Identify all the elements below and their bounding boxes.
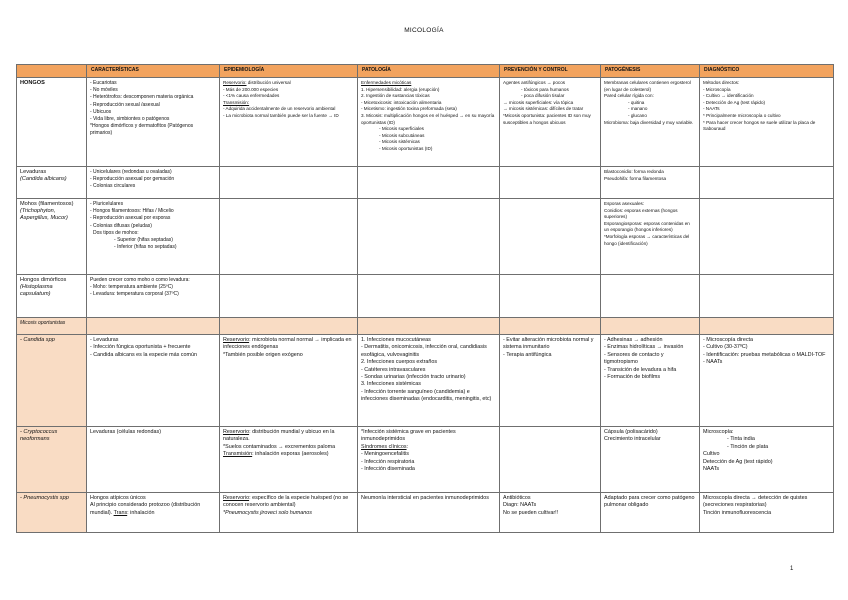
cell-crypto-epidemiologia: Reservorio: distribución mundial y ubicuo en la naturaleza. *Suelos contaminados → excrementos paloma Transmisión: inhalación esporas (aerosoles) bbox=[220, 427, 358, 493]
cell-crypto-patogenesis: Cápsula (polisacárido) Crecimiento intracelular bbox=[601, 427, 700, 493]
cell-levaduras-patogenesis: Blastoconidio: forma redonda Pseudohifa: forma filamentosa bbox=[601, 167, 700, 199]
cell-dimorficos-caracteristicas: Pueden crecer como moho o como levadura: - Moho: temperatura ambiente (25ºC) - Levadura: temperatura corporal (37ºC) bbox=[87, 275, 220, 318]
cell-dimorficos-prevencion bbox=[500, 275, 601, 318]
cell-candida-patologia: 1. Infecciones mucocutáneas - Dermatitis, onicomicosis, infección oral, candidiasis esofágica, vulvovaginitis 2. Infecciones cuerpos extraños - Catéteres intravasculares - Sondas urinarias (infección tracto urinario) 3. Infecciones sistémicas - Infección torrente sanguíneo (candidemia) e infecciones diseminadas (endocarditis, meningitis, etc) bbox=[358, 335, 500, 427]
cell-pneumo-patogenesis: Adaptado para crecer como patógeno pulmonar obligado bbox=[601, 493, 700, 533]
cell-levaduras-caracteristicas: - Unicelulares (redondas u ovaladas) - Reproducción asexual por gemación - Colonias circulares bbox=[87, 167, 220, 199]
row-label-levaduras: Levaduras (Candida albicans) bbox=[17, 167, 87, 199]
cell-mohos-prevencion bbox=[500, 199, 601, 275]
row-label-hongos: HONGOS bbox=[17, 78, 87, 167]
cell-hongos-caracteristicas: - Eucariotas - No móviles - Heterótrofos: descomponen materia orgánica - Reproducción sexual /asexual - Ubicuos - Vida libre, simbiontes o patógenos *Hongos dimórficos y dermatofitos (Patógenos primarios) bbox=[87, 78, 220, 167]
cell-candida-prevencion: - Evitar alteración microbiota normal y sistema inmunitario - Terapia antifúngica bbox=[500, 335, 601, 427]
cell-hongos-patologia: Enfermedades micóticas 1. Hipersensibilidad: alergia (erupción) 2. Ingestión de sustancias tóxicas - Micetoxicosis: intoxicación alimentaria - Micetismo: ingestión toxina preformada (seta) 3. Micosis: multiplicación hongos en el huésped → en su mayoría oportunistas (ID) - Micosis superficiales - Micosis subcutáneas - Micosis sistémicas - Micosis oportunistas (ID) bbox=[358, 78, 500, 167]
cell-crypto-prevencion bbox=[500, 427, 601, 493]
row-mohos bbox=[17, 199, 834, 275]
header-diagnostico: DIAGNÓSTICO bbox=[700, 65, 834, 78]
section-micosis-oportunistas bbox=[17, 318, 834, 335]
header-prevencion: PREVENCIÓN Y CONTROL bbox=[500, 65, 601, 78]
cell-pneumo-patologia: Neumonía intersticial en pacientes inmunodeprimidos bbox=[358, 493, 500, 533]
row-label-candida: - Candida spp bbox=[17, 335, 87, 427]
cell-mohos-patogenesis: Esporas asexuales: Conidios: esporas externas (hongos superiores) Esporangiosporas: esporas contenidas en un esporangio (hongos inferiores) *Morfología esporas → características del hongo (identificación) bbox=[601, 199, 700, 275]
row-pneumocystis bbox=[17, 493, 834, 533]
section-fill bbox=[87, 318, 220, 335]
cell-mohos-diagnostico bbox=[700, 199, 834, 275]
cell-hongos-prevencion: Agentes antifúngicos → pocos - tóxicos para humanos - poca difusión tisular → micosis superficiales: vía tópica → micosis sistémicas: difíciles de tratar *Micosis oportunista: pacientes ID son muy susceptibles a hongos ubicuos bbox=[500, 78, 601, 167]
row-levaduras bbox=[17, 167, 834, 199]
cell-pneumo-diagnostico: Microscopía directa → detección de quistes (secreciones respiratorias) Tinción inmunofluorescencia bbox=[700, 493, 834, 533]
row-cryptococcus bbox=[17, 427, 834, 493]
header-empty bbox=[17, 65, 87, 78]
section-fill bbox=[601, 318, 700, 335]
cell-dimorficos-epidemiologia bbox=[220, 275, 358, 318]
row-label-dimorficos: Hongos dimórficos (Histoplasma capsulatum) bbox=[17, 275, 87, 318]
cell-candida-epidemiologia: Reservorio: microbiota normal normal → implicada en infecciones endógenas *También posible origen exógeno bbox=[220, 335, 358, 427]
cell-pneumo-prevencion: Antibióticos Diagn: NAATs No se pueden cultivar!! bbox=[500, 493, 601, 533]
row-label-pneumocystis: - Pneumocystis spp bbox=[17, 493, 87, 533]
section-fill bbox=[500, 318, 601, 335]
cell-crypto-caracteristicas: Levaduras (células redondas) bbox=[87, 427, 220, 493]
cell-candida-diagnostico: - Microscopía directa - Cultivo (30-37ºC) - Identificación: pruebas metabólicas o MALDI-TOF - NAATs bbox=[700, 335, 834, 427]
row-label-mohos: Mohos (filamentosos) (Trichophyton, Aspergillus, Mucor) bbox=[17, 199, 87, 275]
cell-mohos-patologia bbox=[358, 199, 500, 275]
header-row bbox=[17, 65, 834, 78]
cell-levaduras-prevencion bbox=[500, 167, 601, 199]
cell-candida-patogenesis: - Adhesinas → adhesión - Enzimas hidrolíticas → invasión - Sensores de contacto y tigmotropismo - Transición de levadura a hifa - Formación de biofilms bbox=[601, 335, 700, 427]
cell-dimorficos-patogenesis bbox=[601, 275, 700, 318]
cell-dimorficos-diagnostico bbox=[700, 275, 834, 318]
row-candida bbox=[17, 335, 834, 427]
section-label: Micosis oportunistas bbox=[17, 318, 87, 335]
row-dimorficos bbox=[17, 275, 834, 318]
row-label-cryptococcus: - Cryptococcus neoformans bbox=[17, 427, 87, 493]
cell-levaduras-patologia bbox=[358, 167, 500, 199]
cell-pneumo-caracteristicas: Hongos atípicos únicos Al principio considerado protozoo (distribución mundial). Trans: inhalación bbox=[87, 493, 220, 533]
header-patologia: PATOLOGÍA bbox=[358, 65, 500, 78]
cell-crypto-patologia: *Infección sistémica grave en pacientes inmunodeprimidos Síndromes clínicos: - Meningoencefalitis - Infección respiratoria - Infección diseminada bbox=[358, 427, 500, 493]
header-patogenesis: PATOGÉNESIS bbox=[601, 65, 700, 78]
cell-hongos-patogenesis: Membranas celulares contienen ergosterol (en lugar de colesterol) Pared celular rígida con: - quitina - manano - glucano Microbioma: baja diversidad y muy variable. bbox=[601, 78, 700, 167]
header-epidemiologia: EPIDEMIOLOGÍA bbox=[220, 65, 358, 78]
cell-mohos-caracteristicas: - Pluricelulares - Hongos filamentosos: Hifas / Micelio - Reproducción asexual por esporas - Colonias difusas (peludas) Dos tipos de mohos: - Superior (hifas septadas) - Inferior (hifas no septadas) bbox=[87, 199, 220, 275]
micologia-table bbox=[16, 64, 834, 533]
cell-dimorficos-patologia bbox=[358, 275, 500, 318]
cell-hongos-diagnostico: Métodos directos: - Microscopía - Cultivo → identificación - Detección de Ag (test rápido) - NAATs * Principalmente microscopía o cultivo * Para hacer crecer hongos se suele utilizar la placa de Sabouraud bbox=[700, 78, 834, 167]
document-title: MICOLOGÍA bbox=[404, 27, 444, 34]
page-number: 1 bbox=[790, 566, 794, 572]
cell-candida-caracteristicas: - Levaduras - Infección fúngica oportunista + frecuente - Candida albicans es la especie más común bbox=[87, 335, 220, 427]
cell-levaduras-epidemiologia bbox=[220, 167, 358, 199]
cell-levaduras-diagnostico bbox=[700, 167, 834, 199]
cell-pneumo-epidemiologia: Reservorio: específico de la especie huésped (no se conocen reservorio ambiental) *Pneumocystis jiroveci solo humanos bbox=[220, 493, 358, 533]
section-fill bbox=[700, 318, 834, 335]
row-hongos bbox=[17, 78, 834, 167]
header-caracteristicas: CARACTERÍSTICAS bbox=[87, 65, 220, 78]
cell-mohos-epidemiologia bbox=[220, 199, 358, 275]
section-fill bbox=[220, 318, 358, 335]
section-fill bbox=[358, 318, 500, 335]
cell-crypto-diagnostico: Microscopía: - Tinta india - Tinción de plata Cultivo Detección de Ag (test rápido) NAATs bbox=[700, 427, 834, 493]
cell-hongos-epidemiologia: Reservorio: distribución universal - Más de 200.000 especies - <1% causa enfermedades Transmisión: - Adquirida accidentalmente de un reservorio ambiental - La microbiota normal también puede ser la fuente → ID bbox=[220, 78, 358, 167]
